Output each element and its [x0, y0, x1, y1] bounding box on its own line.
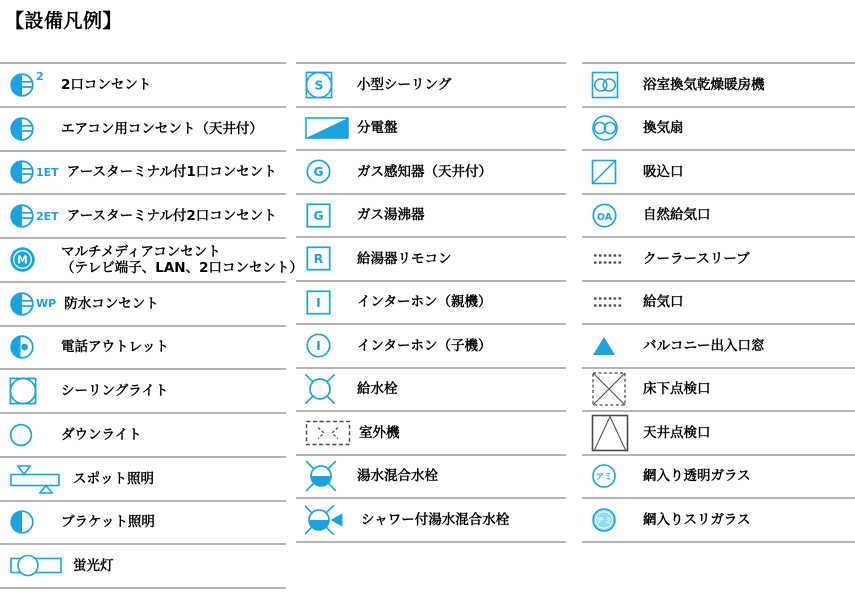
legend-label: 給気口 [643, 294, 684, 311]
legend-label: 蛍光灯 [73, 558, 114, 575]
water-heater-remote-icon [296, 245, 349, 272]
legend-row [0, 370, 286, 414]
legend-row [296, 456, 566, 500]
legend-label: 吸込口 [643, 163, 684, 180]
legend-row [582, 64, 855, 108]
water-tap-icon [296, 374, 349, 404]
small-ceiling-icon [296, 71, 349, 99]
legend-label: 湯水混合水栓 [357, 468, 438, 485]
cooler-sleeve-icon [582, 249, 635, 269]
aircon-ceiling-outlet-icon [0, 116, 53, 142]
legend-label: 小型シーリング [357, 76, 452, 93]
bathroom-dryer-icon [582, 71, 635, 99]
legend-row [582, 369, 855, 413]
svg-text:S: S [314, 77, 324, 93]
legend-row [0, 283, 286, 327]
legend-column-3 [582, 62, 855, 543]
legend-row [296, 151, 566, 195]
double-outlet-icon [0, 72, 53, 98]
legend-label: 分電盤 [357, 120, 398, 137]
legend-label: スポット照明 [73, 470, 154, 487]
intercom-sub-icon [296, 332, 349, 359]
legend-row [296, 499, 566, 543]
bracket-light-icon [0, 509, 53, 535]
multimedia-outlet-icon [0, 246, 53, 273]
svg-text:R: R [313, 251, 324, 267]
page-title: 【設備凡例】 [5, 10, 123, 32]
earth-terminal-outlet-icon [0, 159, 59, 185]
fluorescent-light-icon [0, 550, 65, 582]
legend-label: アースターミナル付1口コンセント [66, 164, 277, 181]
gas-water-heater-icon [296, 202, 349, 229]
legend-row [582, 108, 855, 152]
icon-sup-label: 2 [36, 70, 44, 84]
legend-label: 網入り透明ガラス [643, 468, 751, 485]
ceiling-light-icon [0, 377, 53, 405]
legend-label: 天井点検口 [643, 424, 711, 441]
svg-text:M: M [17, 254, 28, 267]
legend-row [296, 238, 566, 282]
legend-row [296, 195, 566, 239]
legend-label: ガス感知器（天井付） [357, 163, 492, 180]
svg-text:アミ: アミ [595, 472, 613, 483]
legend-label: 浴室換気乾燥暖房機 [643, 76, 765, 93]
legend-row [296, 412, 566, 456]
legend-label: 自然給気口 [643, 207, 711, 224]
legend-column-1 [0, 62, 303, 589]
air-supply-inlet-icon [582, 292, 635, 312]
icon-sup-label: 2ET [36, 209, 59, 223]
svg-text:I: I [316, 338, 321, 354]
legend-row [582, 325, 855, 369]
legend-label: インターホン（親機） [357, 294, 492, 311]
legend-row [296, 325, 566, 369]
legend-row [0, 64, 286, 108]
legend-label: 床下点検口 [643, 381, 711, 398]
legend-label: 給水栓 [357, 381, 398, 398]
earth-terminal-outlet-icon [0, 203, 59, 229]
mixing-faucet-icon [296, 460, 349, 492]
legend-label: ダウンライト [61, 426, 142, 443]
svg-text:I: I [316, 294, 321, 310]
phone-outlet-icon [0, 334, 53, 360]
legend-row [0, 327, 286, 371]
legend-row [582, 412, 855, 456]
legend-label: エアコン用コンセント（天井付） [61, 120, 263, 137]
outdoor-unit-icon [296, 420, 351, 446]
legend-label: ブラケット照明 [61, 514, 155, 531]
legend-label: 室外機 [359, 424, 400, 441]
legend-label: アースターミナル付2口コンセント [66, 208, 277, 225]
legend-label: インターホン（子機） [357, 337, 492, 354]
legend-row [296, 369, 566, 413]
legend-row [582, 282, 855, 326]
legend-label: 防水コンセント [64, 295, 159, 312]
svg-text:アミ: アミ [595, 516, 613, 527]
legend-label: 給湯器リモコン [357, 250, 452, 267]
wired-frosted-glass-icon [582, 507, 635, 533]
legend-row [0, 545, 286, 589]
legend-row [0, 152, 286, 196]
legend-row [582, 151, 855, 195]
legend-row [582, 499, 855, 543]
legend-row [296, 282, 566, 326]
legend-row [296, 64, 566, 108]
legend-label: 網入りスリガラス [643, 511, 751, 528]
legend-row [296, 108, 566, 152]
legend-label: クーラースリーブ [643, 250, 750, 267]
icon-sup-label: 1ET [36, 165, 59, 179]
spot-light-icon [0, 463, 65, 495]
legend-label: 電話アウトレット [61, 339, 169, 356]
gas-detector-icon [296, 158, 349, 185]
legend-row [0, 108, 286, 152]
shower-mixing-faucet-icon [296, 504, 353, 536]
legend-label: 2口コンセント [61, 76, 152, 93]
ceiling-hatch-icon [582, 414, 635, 452]
legend-row [582, 195, 855, 239]
legend-row [0, 414, 286, 458]
legend-label: シャワー付湯水混合水栓 [361, 511, 510, 528]
svg-text:G: G [313, 207, 324, 223]
legend-column-2 [296, 62, 566, 543]
balcony-window-icon [582, 334, 635, 358]
natural-air-inlet-icon [582, 202, 635, 229]
icon-sup-label: WP [36, 297, 57, 311]
legend-label: 換気扇 [643, 120, 684, 137]
waterproof-outlet-icon [0, 291, 56, 317]
svg-text:G: G [313, 164, 324, 180]
suction-inlet-icon [582, 159, 635, 185]
legend-row [582, 238, 855, 282]
intercom-main-icon [296, 289, 349, 316]
ventilation-fan-icon [582, 114, 635, 142]
wired-clear-glass-icon [582, 463, 635, 489]
legend-row [582, 456, 855, 500]
legend-row [0, 502, 286, 546]
legend-row [0, 239, 303, 283]
legend-label: マルチメディアコンセント （テレビ端子、LAN、2口コンセント） [61, 243, 303, 276]
legend-label: ガス湯沸器 [357, 207, 425, 224]
legend-row [0, 195, 286, 239]
legend-row [0, 458, 286, 502]
legend-label: シーリングライト [61, 383, 169, 400]
distribution-board-icon [296, 117, 349, 139]
downlight-icon [0, 423, 53, 447]
legend-label: バルコニー出入口窓 [643, 337, 765, 354]
svg-text:OA: OA [596, 211, 613, 223]
underfloor-hatch-icon [582, 371, 635, 407]
